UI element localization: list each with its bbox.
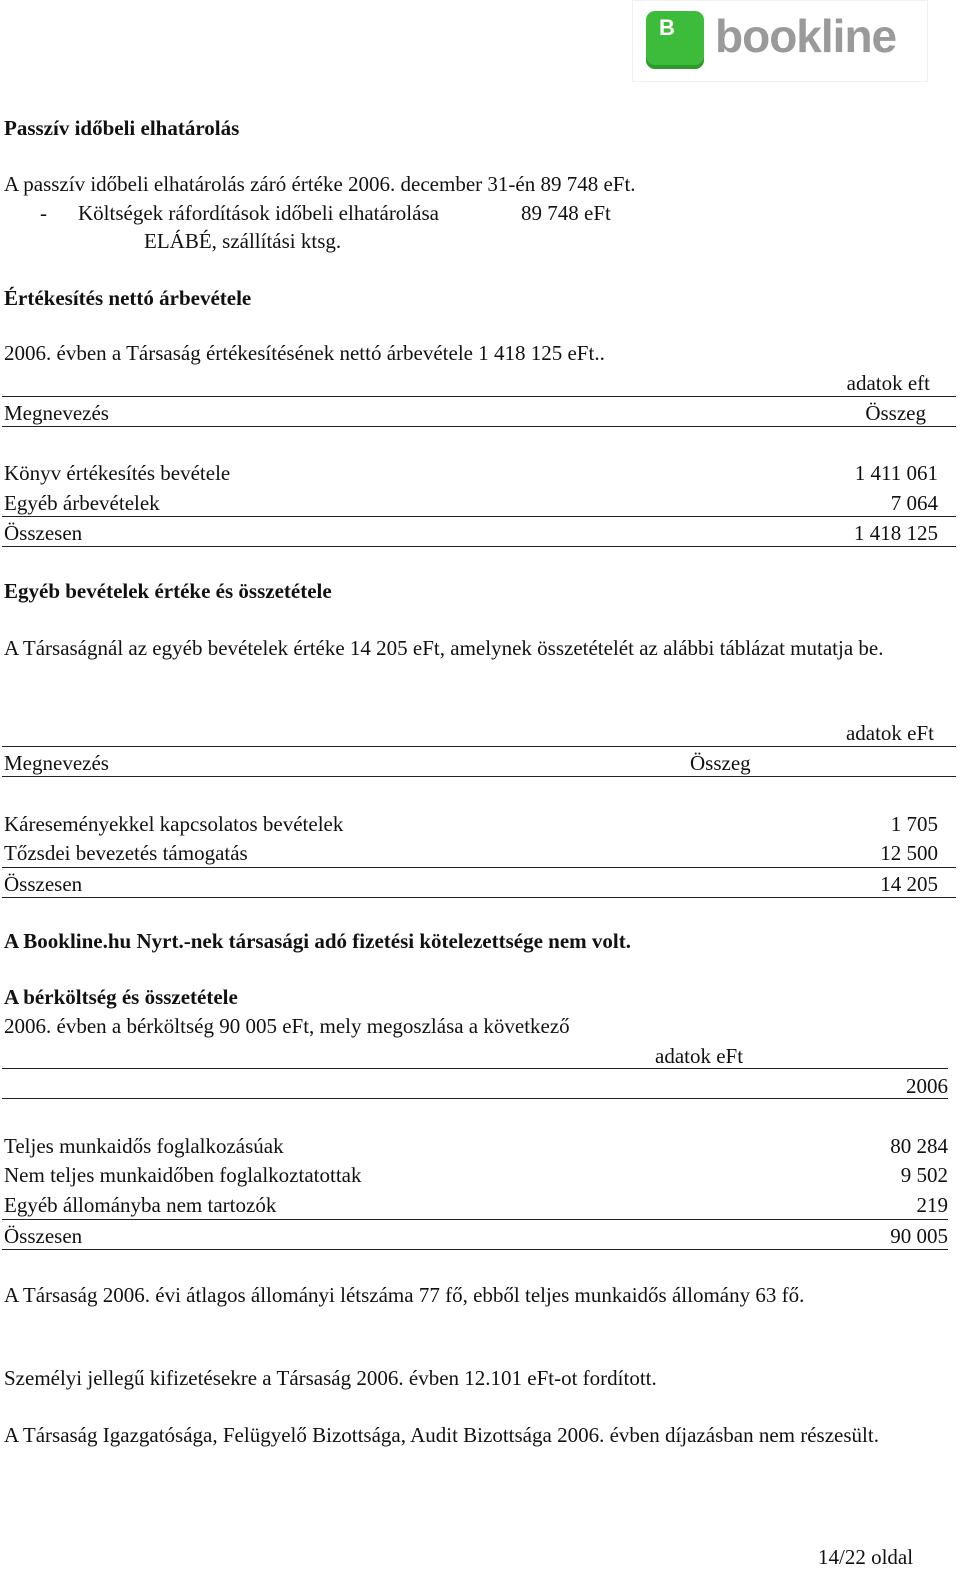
wages-col-year: 2006 [906,1074,948,1098]
board-remuneration-paragraph: A Társaság Igazgatósága, Felügyelő Bizottsága, Audit Bizottsága 2006. évben díjazásban nem részesült. [4,1423,879,1447]
other-income-col-name: Megnevezés [4,751,109,775]
passive-item-dash: - [40,201,47,225]
headcount-paragraph: A Társaság 2006. évi átlagos állományi létszáma 77 fő, ebből teljes munkaidős állomány 63 fő. [4,1283,805,1307]
table-rule [2,1098,948,1099]
passive-item: Költségek ráfordítások időbeli elhatárolása [78,201,439,225]
wages-row-name: Nem teljes munkaidőben foglalkoztatottak [4,1163,362,1187]
table-rule [2,776,956,777]
wages-row-name: Egyéb állományba nem tartozók [4,1193,277,1217]
tax-note: A Bookline.hu Nyrt.-nek társasági adó fizetési kötelezettsége nem volt. [4,929,631,953]
other-income-intro: A Társaságnál az egyéb bevételek értéke 14 205 eFt, amelynek összetételét az alábbi táblázat mutatja be. [4,636,884,660]
logo-text: bookline [715,10,897,62]
table-rule [2,897,956,898]
wages-row-value: 219 [916,1193,948,1217]
wages-heading: A bérköltség és összetétele [4,985,238,1009]
table-rule [2,746,956,747]
other-income-row-value: 1 705 [890,812,938,836]
sales-col-amount: Összeg [865,401,926,425]
other-income-row-name: Tőzsdei bevezetés támogatás [4,841,248,865]
wages-intro: 2006. évben a bérköltség 90 005 eFt, mely megoszlása a következő [4,1014,570,1038]
bookline-logo [632,0,928,82]
other-income-total-value: 14 205 [880,872,938,896]
table-rule [2,516,956,517]
sales-row-name: Egyéb árbevételek [4,491,160,515]
sales-row-value: 7 064 [890,491,938,515]
wages-row-name: Teljes munkaidős foglalkozásúak [4,1134,284,1158]
table-rule [2,1219,948,1220]
passive-sub-item: ELÁBÉ, szállítási ktsg. [144,229,342,253]
other-income-heading: Egyéb bevételek értéke és összetétele [4,579,332,603]
table-rule [2,396,956,397]
other-income-total-label: Összesen [4,872,83,896]
logo-badge-icon: B [646,11,704,69]
wages-row-value: 9 502 [900,1163,948,1187]
table-rule [2,426,956,427]
page-number: 14/22 oldal [818,1545,914,1569]
table-rule [2,1249,948,1250]
wages-total-label: Összesen [4,1224,83,1248]
other-income-row-name: Káreseményekkel kapcsolatos bevételek [4,812,344,836]
wages-total-value: 90 005 [890,1224,948,1248]
sales-unit: adatok eft [846,371,930,395]
sales-heading: Értékesítés nettó árbevétele [4,286,252,310]
sales-intro: 2006. évben a Társaság értékesítésének nettó árbevétele 1 418 125 eFt.. [4,341,605,365]
sales-total-value: 1 418 125 [854,521,938,545]
personal-payments-paragraph: Személyi jellegű kifizetésekre a Társaság 2006. évben 12.101 eFt-ot fordított. [4,1366,657,1390]
passive-item-value: 89 748 eFt [521,201,611,225]
sales-col-name: Megnevezés [4,401,109,425]
table-rule [2,867,956,868]
other-income-row-value: 12 500 [880,841,938,865]
sales-row-name: Könyv értékesítés bevétele [4,461,231,485]
table-rule [2,1068,948,1069]
other-income-col-amount: Összeg [690,751,751,775]
table-rule [2,546,956,547]
wages-row-value: 80 284 [890,1134,948,1158]
sales-row-value: 1 411 061 [854,461,938,485]
wages-unit: adatok eFt [655,1044,744,1068]
passive-heading: Passzív időbeli elhatárolás [4,116,240,140]
other-income-unit: adatok eFt [845,721,934,745]
sales-total-label: Összesen [4,521,83,545]
passive-intro: A passzív időbeli elhatárolás záró értéke 2006. december 31-én 89 748 eFt. [4,172,636,196]
